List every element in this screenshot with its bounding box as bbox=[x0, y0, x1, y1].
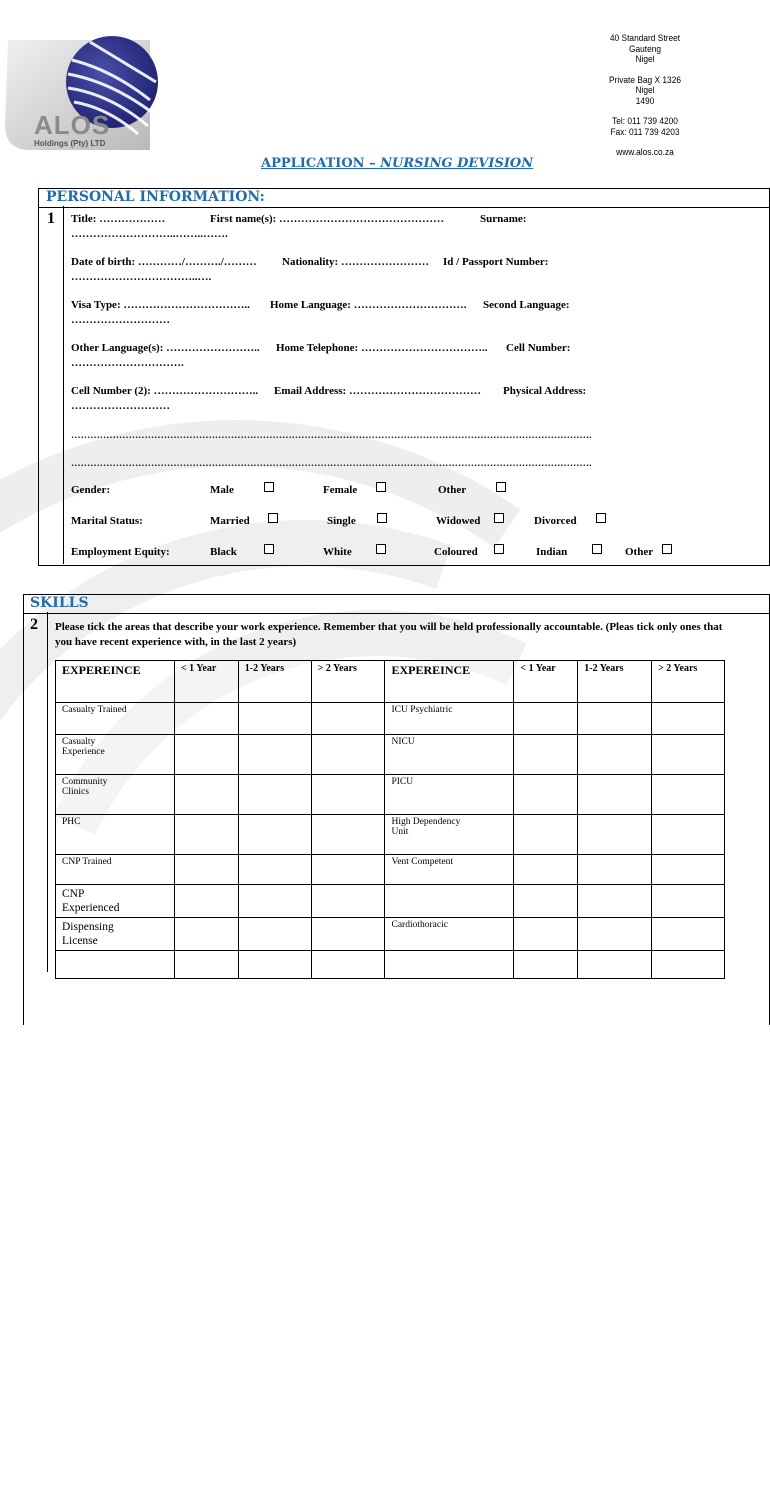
surname-label: Surname: bbox=[480, 213, 527, 225]
gender-female-checkbox[interactable] bbox=[376, 482, 386, 492]
tick-cell[interactable] bbox=[652, 815, 725, 855]
physical-address-label: Physical Address: bbox=[503, 385, 587, 397]
tick-cell[interactable] bbox=[238, 775, 311, 815]
visa-field[interactable]: Visa Type: …………………………….. bbox=[71, 299, 250, 311]
gender-other-label: Other bbox=[438, 484, 467, 496]
tick-cell[interactable] bbox=[311, 885, 385, 918]
column-header: > 2 Years bbox=[311, 661, 385, 703]
physical-address-field[interactable]: ……………………… bbox=[71, 400, 170, 412]
experience-cell: Casualty Trained bbox=[56, 703, 175, 735]
tick-cell[interactable] bbox=[311, 855, 385, 885]
skills-header-bar bbox=[23, 594, 770, 614]
nationality-field[interactable]: Nationality: …………………… bbox=[282, 256, 429, 268]
cell-number-2-field[interactable]: Cell Number (2): ……………………….. bbox=[71, 385, 259, 397]
tick-cell[interactable] bbox=[311, 918, 385, 951]
experience-cell: Vent Competent bbox=[385, 855, 514, 885]
experience-cell bbox=[56, 951, 175, 979]
tick-cell[interactable] bbox=[578, 885, 652, 918]
column-header: EXPEREINCE bbox=[56, 661, 175, 703]
tick-cell[interactable] bbox=[238, 703, 311, 735]
tick-cell[interactable] bbox=[174, 775, 238, 815]
tick-cell[interactable] bbox=[238, 951, 311, 979]
tick-cell[interactable] bbox=[514, 951, 578, 979]
experience-cell: Cardiothoracic bbox=[385, 918, 514, 951]
experience-cell: CNP Experienced bbox=[56, 885, 175, 918]
column-header: > 2 Years bbox=[652, 661, 725, 703]
logo-subtext: Holdings (Pty) LTD bbox=[34, 139, 106, 148]
tick-cell[interactable] bbox=[174, 918, 238, 951]
experience-cell: Dispensing License bbox=[56, 918, 175, 951]
experience-cell: PHC bbox=[56, 815, 175, 855]
tick-cell[interactable] bbox=[174, 703, 238, 735]
equity-black-checkbox[interactable] bbox=[264, 544, 274, 554]
table-row bbox=[56, 918, 725, 951]
tick-cell[interactable] bbox=[514, 855, 578, 885]
gender-female-label: Female bbox=[323, 484, 358, 496]
table-row bbox=[56, 855, 725, 885]
marital-married-label: Married bbox=[210, 515, 250, 527]
gender-label: Gender: bbox=[71, 484, 111, 496]
tick-cell[interactable] bbox=[174, 885, 238, 918]
experience-cell bbox=[385, 885, 514, 918]
website: www.alos.co.za bbox=[616, 147, 674, 158]
dob-field[interactable]: Date of birth: …………/………./……… bbox=[71, 256, 257, 268]
tick-cell[interactable] bbox=[311, 775, 385, 815]
tick-cell[interactable] bbox=[514, 703, 578, 735]
marital-married-checkbox[interactable] bbox=[268, 513, 278, 523]
tick-cell[interactable] bbox=[238, 885, 311, 918]
cell-number-field[interactable]: …………………………. bbox=[71, 357, 184, 369]
home-telephone-field[interactable]: Home Telephone: …………………………….. bbox=[276, 342, 488, 354]
postal-line: Nigel bbox=[635, 85, 655, 96]
first-name-field[interactable]: First name(s): ……………………………………… bbox=[210, 213, 445, 225]
tick-cell[interactable] bbox=[578, 703, 652, 735]
logo-text: ALOS bbox=[34, 110, 111, 140]
table-row bbox=[56, 775, 725, 815]
title-main: APPLICATION – bbox=[261, 156, 381, 171]
experience-cell: Community Clinics bbox=[56, 775, 175, 815]
tick-cell[interactable] bbox=[652, 735, 725, 775]
tick-cell[interactable] bbox=[311, 815, 385, 855]
personal-info-heading: PERSONAL INFORMATION: bbox=[46, 189, 265, 205]
marital-single-checkbox[interactable] bbox=[377, 513, 387, 523]
gender-male-label: Male bbox=[210, 484, 234, 496]
tick-cell[interactable] bbox=[652, 918, 725, 951]
document-title bbox=[261, 156, 533, 171]
tick-cell[interactable] bbox=[514, 775, 578, 815]
tick-cell[interactable] bbox=[238, 918, 311, 951]
cell-number-label: Cell Number: bbox=[506, 342, 571, 354]
tick-cell[interactable] bbox=[578, 735, 652, 775]
experience-cell: ICU Psychiatric bbox=[385, 703, 514, 735]
tick-cell[interactable] bbox=[578, 951, 652, 979]
address-line: 40 Standard Street bbox=[609, 33, 681, 44]
tick-cell[interactable] bbox=[174, 815, 238, 855]
tick-cell[interactable] bbox=[174, 735, 238, 775]
tick-cell[interactable] bbox=[514, 918, 578, 951]
home-language-field[interactable]: Home Language: …………………………. bbox=[270, 299, 467, 311]
personal-info-section bbox=[38, 188, 770, 566]
tick-cell[interactable] bbox=[578, 855, 652, 885]
equity-white-checkbox[interactable] bbox=[376, 544, 386, 554]
tick-cell[interactable] bbox=[578, 918, 652, 951]
second-language-label: Second Language: bbox=[483, 299, 570, 311]
column-header: EXPEREINCE bbox=[385, 661, 514, 703]
email-field[interactable]: Email Address: ……………………………… bbox=[274, 385, 481, 397]
marital-divorced-checkbox[interactable] bbox=[596, 513, 606, 523]
section-number: 2 bbox=[30, 616, 38, 633]
equity-indian-checkbox[interactable] bbox=[592, 544, 602, 554]
marital-widowed-label: Widowed bbox=[436, 515, 481, 527]
number-column-divider bbox=[63, 206, 64, 564]
experience-cell: Casualty Experience bbox=[56, 735, 175, 775]
experience-cell: CNP Trained bbox=[56, 855, 175, 885]
tick-cell[interactable] bbox=[578, 775, 652, 815]
table-row bbox=[56, 885, 725, 918]
second-language-field[interactable]: ……………………… bbox=[71, 314, 170, 326]
equity-coloured-checkbox[interactable] bbox=[494, 544, 504, 554]
column-header: 1-2 Years bbox=[578, 661, 652, 703]
tick-cell[interactable] bbox=[311, 735, 385, 775]
tick-cell[interactable] bbox=[514, 885, 578, 918]
id-label: Id / Passport Number: bbox=[443, 256, 549, 268]
postal-line: Private Bag X 1326 bbox=[608, 74, 682, 86]
tick-cell[interactable] bbox=[514, 815, 578, 855]
equity-black-label: Black bbox=[210, 546, 237, 558]
equity-white-label: White bbox=[323, 546, 352, 558]
fax: Fax: 011 739 4203 bbox=[610, 126, 680, 138]
tick-cell[interactable] bbox=[238, 815, 311, 855]
postal-line: 1490 bbox=[635, 95, 655, 107]
address-line: Nigel bbox=[635, 54, 655, 65]
tick-cell[interactable] bbox=[652, 703, 725, 735]
tick-cell[interactable] bbox=[174, 951, 238, 979]
other-language-field[interactable]: Other Language(s): …………………….. bbox=[71, 342, 260, 354]
table-row bbox=[56, 703, 725, 735]
experience-cell: PICU bbox=[385, 775, 514, 815]
surname-field[interactable]: ………………………..……..……. bbox=[71, 228, 228, 240]
tick-cell[interactable] bbox=[578, 815, 652, 855]
tick-cell[interactable] bbox=[311, 951, 385, 979]
equity-coloured-label: Coloured bbox=[434, 546, 478, 558]
equity-indian-label: Indian bbox=[536, 546, 568, 558]
experience-table bbox=[55, 660, 725, 979]
tick-cell[interactable] bbox=[311, 703, 385, 735]
physical-address-line[interactable]: ………………………………………………………………………………………………………………………………………………. bbox=[71, 458, 592, 469]
gender-male-checkbox[interactable] bbox=[264, 482, 274, 492]
equity-other-label: Other bbox=[625, 546, 654, 558]
physical-address-line[interactable]: ………………………………………………………………………………………………………………………………………………. bbox=[71, 430, 592, 441]
id-field[interactable]: ……………………………..…. bbox=[71, 271, 212, 283]
column-header: < 1 Year bbox=[514, 661, 578, 703]
tick-cell[interactable] bbox=[174, 855, 238, 885]
column-header: < 1 Year bbox=[174, 661, 238, 703]
tick-cell[interactable] bbox=[652, 855, 725, 885]
tick-cell[interactable] bbox=[514, 735, 578, 775]
address-line: Gauteng bbox=[628, 43, 662, 55]
title-field[interactable]: Title: ……………… bbox=[71, 213, 166, 225]
number-column-divider bbox=[47, 612, 48, 972]
table-row bbox=[56, 951, 725, 979]
experience-cell: NICU bbox=[385, 735, 514, 775]
table-row bbox=[56, 735, 725, 775]
phone: Tel: 011 739 4200 bbox=[612, 116, 678, 127]
skills-instructions: Please tick the areas that describe your work experience. Remember that you will be held professionally accountable. (Pleas tick only ones that you have recent experience with, in the last 2 years) bbox=[55, 621, 723, 648]
tick-cell[interactable] bbox=[238, 735, 311, 775]
title-italic: NURSING DEVISION bbox=[380, 156, 534, 171]
tick-cell[interactable] bbox=[238, 855, 311, 885]
employment-equity-label: Employment Equity: bbox=[71, 546, 170, 558]
marital-single-label: Single bbox=[327, 515, 356, 527]
gender-other-checkbox[interactable] bbox=[496, 482, 506, 492]
equity-other-checkbox[interactable] bbox=[662, 544, 672, 554]
experience-cell bbox=[385, 951, 514, 979]
section-number: 1 bbox=[47, 210, 55, 227]
experience-cell: High Dependency Unit bbox=[385, 815, 514, 855]
table-row bbox=[56, 815, 725, 855]
marital-status-label: Marital Status: bbox=[71, 515, 143, 527]
marital-widowed-checkbox[interactable] bbox=[494, 513, 504, 523]
tick-cell[interactable] bbox=[652, 885, 725, 918]
company-address bbox=[605, 34, 684, 159]
tick-cell[interactable] bbox=[652, 775, 725, 815]
skills-heading: SKILLS bbox=[30, 595, 89, 611]
column-header: 1-2 Years bbox=[238, 661, 311, 703]
marital-divorced-label: Divorced bbox=[534, 515, 577, 527]
table-header-row bbox=[56, 661, 725, 703]
tick-cell[interactable] bbox=[652, 951, 725, 979]
